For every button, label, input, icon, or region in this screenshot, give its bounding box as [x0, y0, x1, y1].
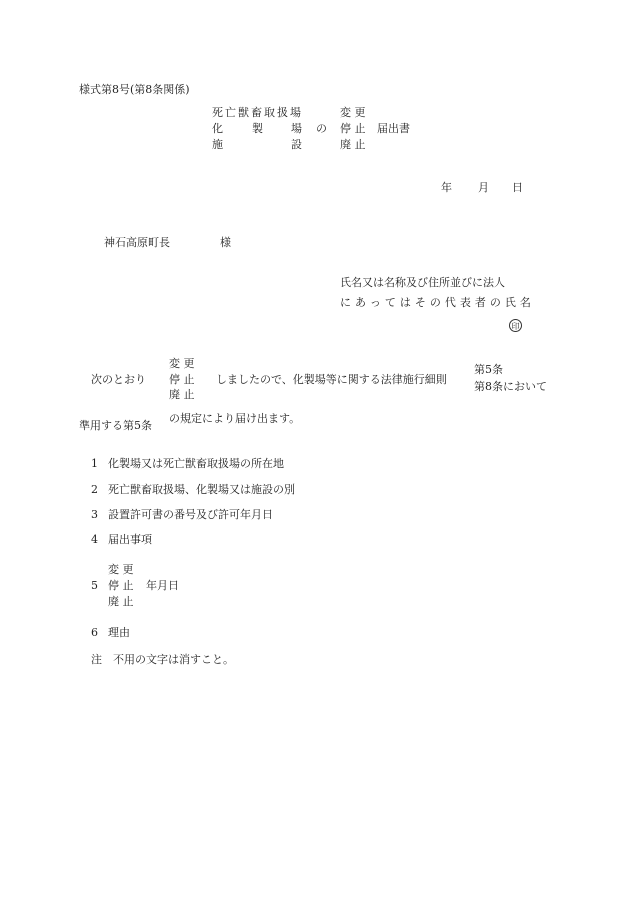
item5-choice-change: 変 更 — [108, 563, 134, 576]
applicant-line1: 氏名又は名称及び住所並びに法人 — [340, 276, 505, 289]
body-choice-abolish: 廃 止 — [169, 388, 195, 401]
body-line2-lead: 準用する第5条 — [79, 419, 152, 432]
title-suffix: 届出書 — [377, 122, 410, 135]
note-label: 注 — [91, 653, 102, 666]
body-choice-stop: 停 止 — [169, 373, 195, 386]
item5-suffix: 年月日 — [146, 579, 179, 592]
title-line3-abolish: 廃 止 — [340, 138, 366, 151]
item-text: 届出事項 — [108, 533, 152, 546]
body-article-b: 第8条において — [474, 380, 547, 393]
item-number: 4 — [91, 533, 98, 546]
title-line2-stop: 停 止 — [340, 122, 366, 135]
body-line2-text: の規定により届け出ます。 — [169, 412, 301, 425]
title-line2-char3: 場 — [291, 122, 302, 135]
body-lead: 次のとおり — [91, 373, 146, 386]
item-number: 1 — [91, 457, 98, 470]
item-number: 3 — [91, 508, 98, 521]
title-line3-char1: 施 — [212, 138, 223, 151]
item-text: 理由 — [108, 626, 130, 639]
date-day: 日 — [512, 181, 523, 194]
title-line3-char2: 設 — [291, 138, 302, 151]
item-text: 化製場又は死亡獣畜取扱場の所在地 — [108, 457, 284, 470]
title-line2-conj: の — [316, 122, 327, 135]
form-number: 様式第8号(第8条関係) — [79, 83, 190, 96]
item-text: 死亡獣畜取扱場、化製場又は施設の別 — [108, 483, 295, 496]
addressee-honorific: 様 — [220, 236, 231, 249]
item-text: 設置許可書の番号及び許可年月日 — [108, 508, 273, 521]
addressee-name: 神石高原町長 — [104, 236, 170, 249]
title-line1-change: 変 更 — [340, 106, 366, 119]
title-line1-facility: 死亡獣畜取扱場 — [212, 106, 303, 119]
note-text: 不用の文字は消すこと。 — [113, 653, 234, 666]
item-number: 6 — [91, 626, 98, 639]
applicant-line2: にあってはその代表者の氏名 — [340, 296, 535, 309]
body-middle: しましたので、化製場等に関する法律施行細則 — [216, 373, 447, 386]
seal-mark: 印 — [509, 319, 522, 332]
title-line2-char1: 化 — [212, 122, 223, 135]
body-choice-change: 変 更 — [169, 357, 195, 370]
item-number: 2 — [91, 483, 98, 496]
title-line2-char2: 製 — [252, 122, 263, 135]
body-article-a: 第5条 — [474, 363, 503, 376]
item5-choice-abolish: 廃 止 — [108, 595, 134, 608]
item5-choice-stop: 停 止 — [108, 579, 134, 592]
date-month: 月 — [478, 181, 489, 194]
item-number: 5 — [91, 579, 98, 592]
date-year: 年 — [441, 181, 452, 194]
